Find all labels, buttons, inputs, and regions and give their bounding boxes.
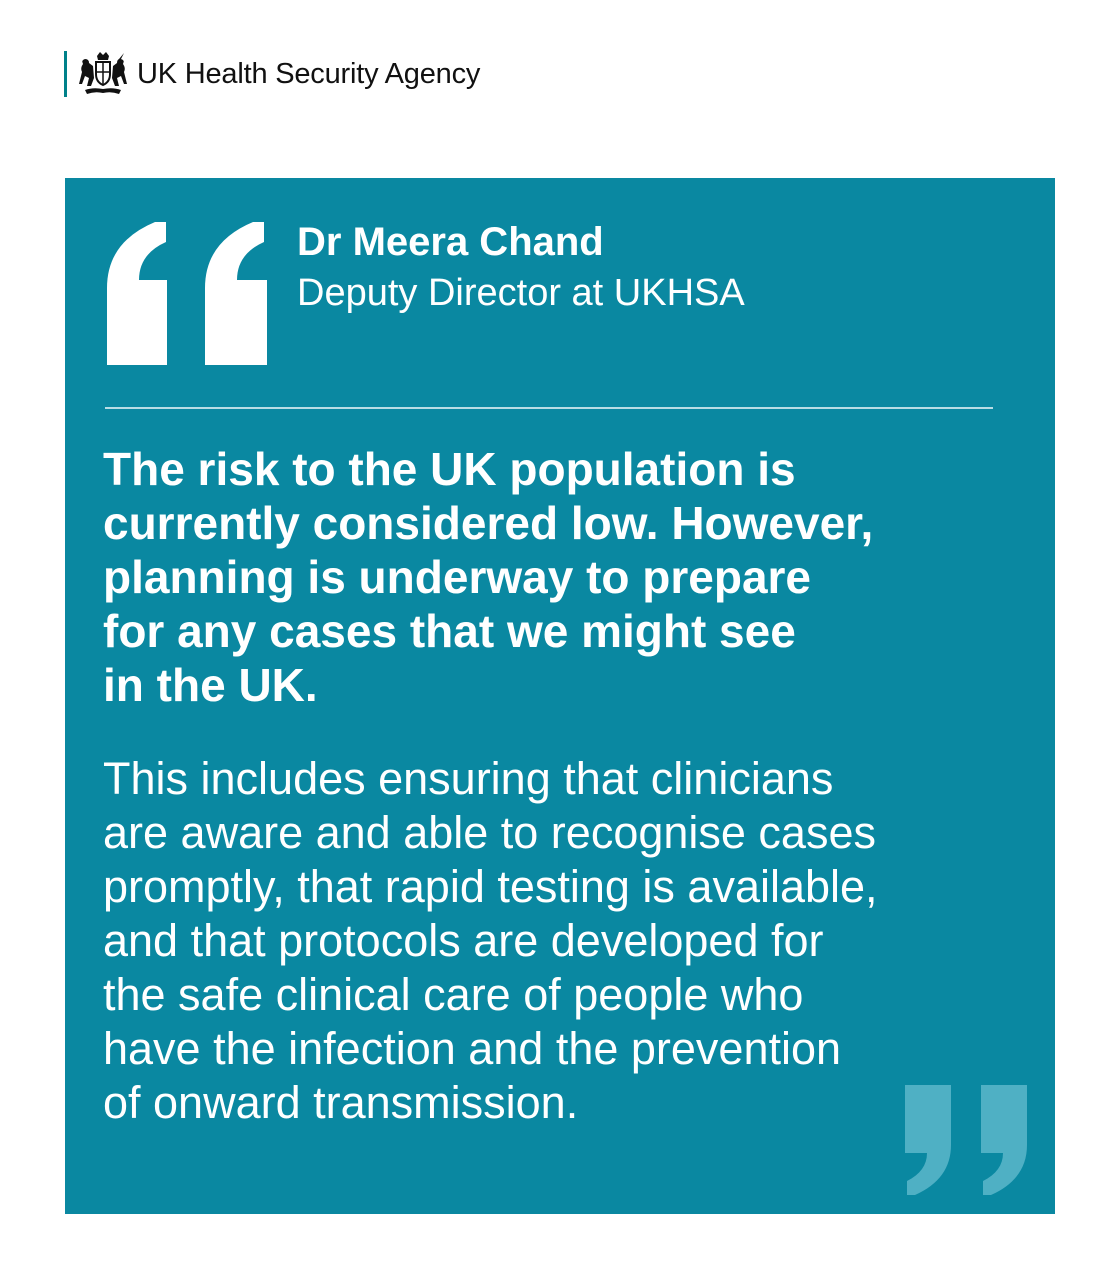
close-quotation-marks-icon <box>903 1083 1031 1195</box>
divider-line <box>105 407 993 409</box>
quote-headline: The risk to the UK population is currently considered low. However, planning is underway to prepare for any cases that we might see in the UK. <box>103 443 874 711</box>
agency-name: UK Health Security Agency <box>137 57 481 90</box>
royal-coat-of-arms-icon <box>77 50 129 98</box>
speaker-name: Dr Meera Chand <box>297 220 604 264</box>
speaker-role: Deputy Director at UKHSA <box>297 272 745 314</box>
quote-panel <box>65 178 1055 1214</box>
quote-body: This includes ensuring that clinicians are aware and able to recognise cases promptly, that rapid testing is available, and that protocols are developed for the safe clinical care of people who have the infection and the prevention of onward transmission. <box>103 753 878 1128</box>
header-accent-rule <box>64 51 67 97</box>
open-quotation-marks-icon <box>105 220 270 365</box>
page-header <box>64 50 480 98</box>
